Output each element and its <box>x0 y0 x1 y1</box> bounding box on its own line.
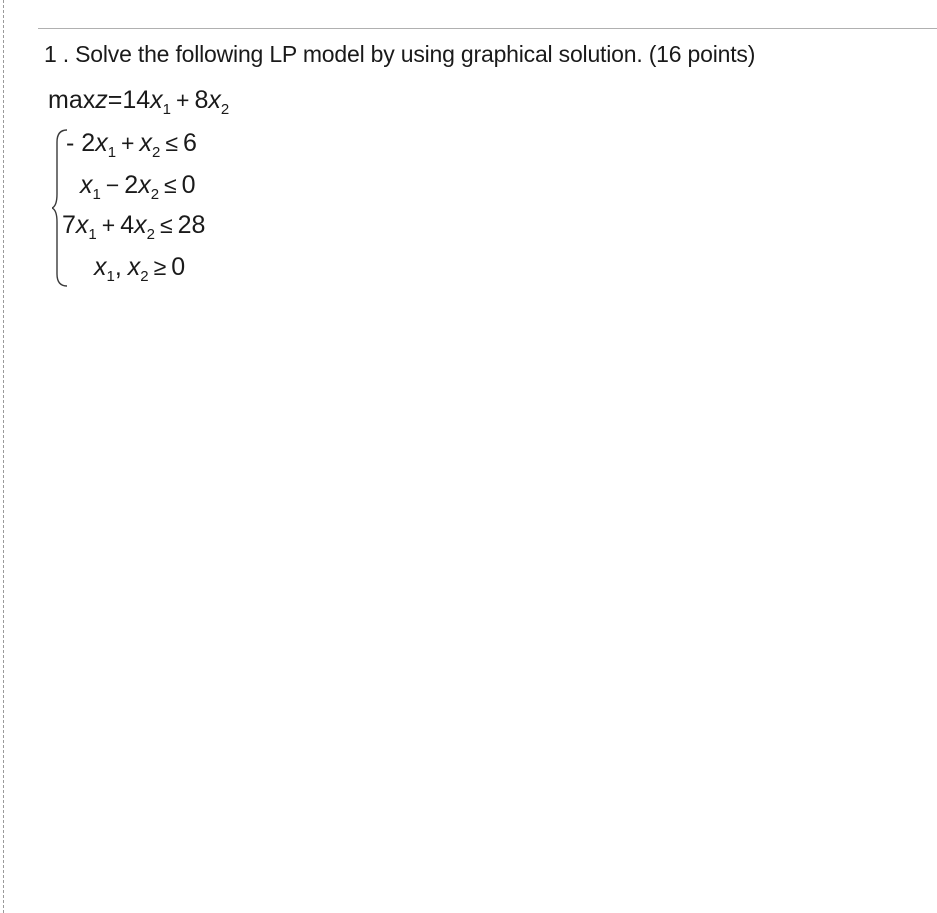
objective-coef1: 14 <box>122 86 151 114</box>
constraint-sub-b: 2 <box>140 268 149 285</box>
constraint-rhs: 0 <box>171 253 186 281</box>
objective-prefix: max <box>48 86 96 114</box>
constraint-sub-a: 1 <box>107 144 117 161</box>
constraint-sub-a: 1 <box>88 226 97 243</box>
objective-sub1: 1 <box>162 101 171 118</box>
constraint-var-a: x <box>95 129 108 157</box>
constraint-sub-b: 2 <box>146 226 155 243</box>
constraint-rhs: 6 <box>182 129 197 157</box>
constraint-var-b: x <box>127 253 141 281</box>
constraint-sub-b: 2 <box>150 186 160 203</box>
constraint-op: + <box>121 130 135 156</box>
page-left-border <box>3 0 4 913</box>
constraint-var-b: x <box>139 129 152 157</box>
constraint-sub-a: 1 <box>106 268 115 285</box>
constraint-coef-b: 4 <box>120 211 135 239</box>
constraint-rhs: 0 <box>181 171 196 199</box>
objective-var2: x <box>208 86 221 114</box>
constraint-op: , <box>114 253 122 281</box>
constraint-op: − <box>105 172 120 198</box>
objective-plus: + <box>176 87 190 113</box>
constraint-var-a: x <box>94 253 107 281</box>
objective-equals: = <box>107 86 123 114</box>
objective-sub2: 2 <box>220 101 230 118</box>
constraint-4 <box>94 253 186 285</box>
objective-var1: x <box>150 86 163 114</box>
objective-lhs: z <box>95 86 108 114</box>
constraint-sub-a: 1 <box>92 186 101 203</box>
constraint-var-b: x <box>138 171 151 199</box>
objective-function <box>48 86 230 118</box>
constraint-sub-b: 2 <box>151 144 161 161</box>
constraint-coef-b: 2 <box>124 171 139 199</box>
constraint-lead: - 2 <box>66 129 96 157</box>
constraint-var-b: x <box>134 211 147 239</box>
constraint-var-a: x <box>75 211 89 239</box>
constraint-1 <box>66 129 197 161</box>
constraint-relation: ≥ <box>153 254 167 280</box>
constraint-rhs: 28 <box>177 211 206 239</box>
constraint-lead: 7 <box>62 211 76 239</box>
top-rule <box>38 28 937 29</box>
constraint-relation: ≤ <box>165 130 178 156</box>
constraint-3 <box>62 211 206 243</box>
constraint-2 <box>80 171 196 203</box>
constraint-relation: ≤ <box>164 172 177 198</box>
question-text: 1 . Solve the following LP model by using graphical solution. (16 points) <box>44 41 756 67</box>
constraint-op: + <box>101 212 116 238</box>
constraint-var-a: x <box>80 171 93 199</box>
objective-coef2: 8 <box>194 86 209 114</box>
constraint-relation: ≤ <box>159 212 173 238</box>
